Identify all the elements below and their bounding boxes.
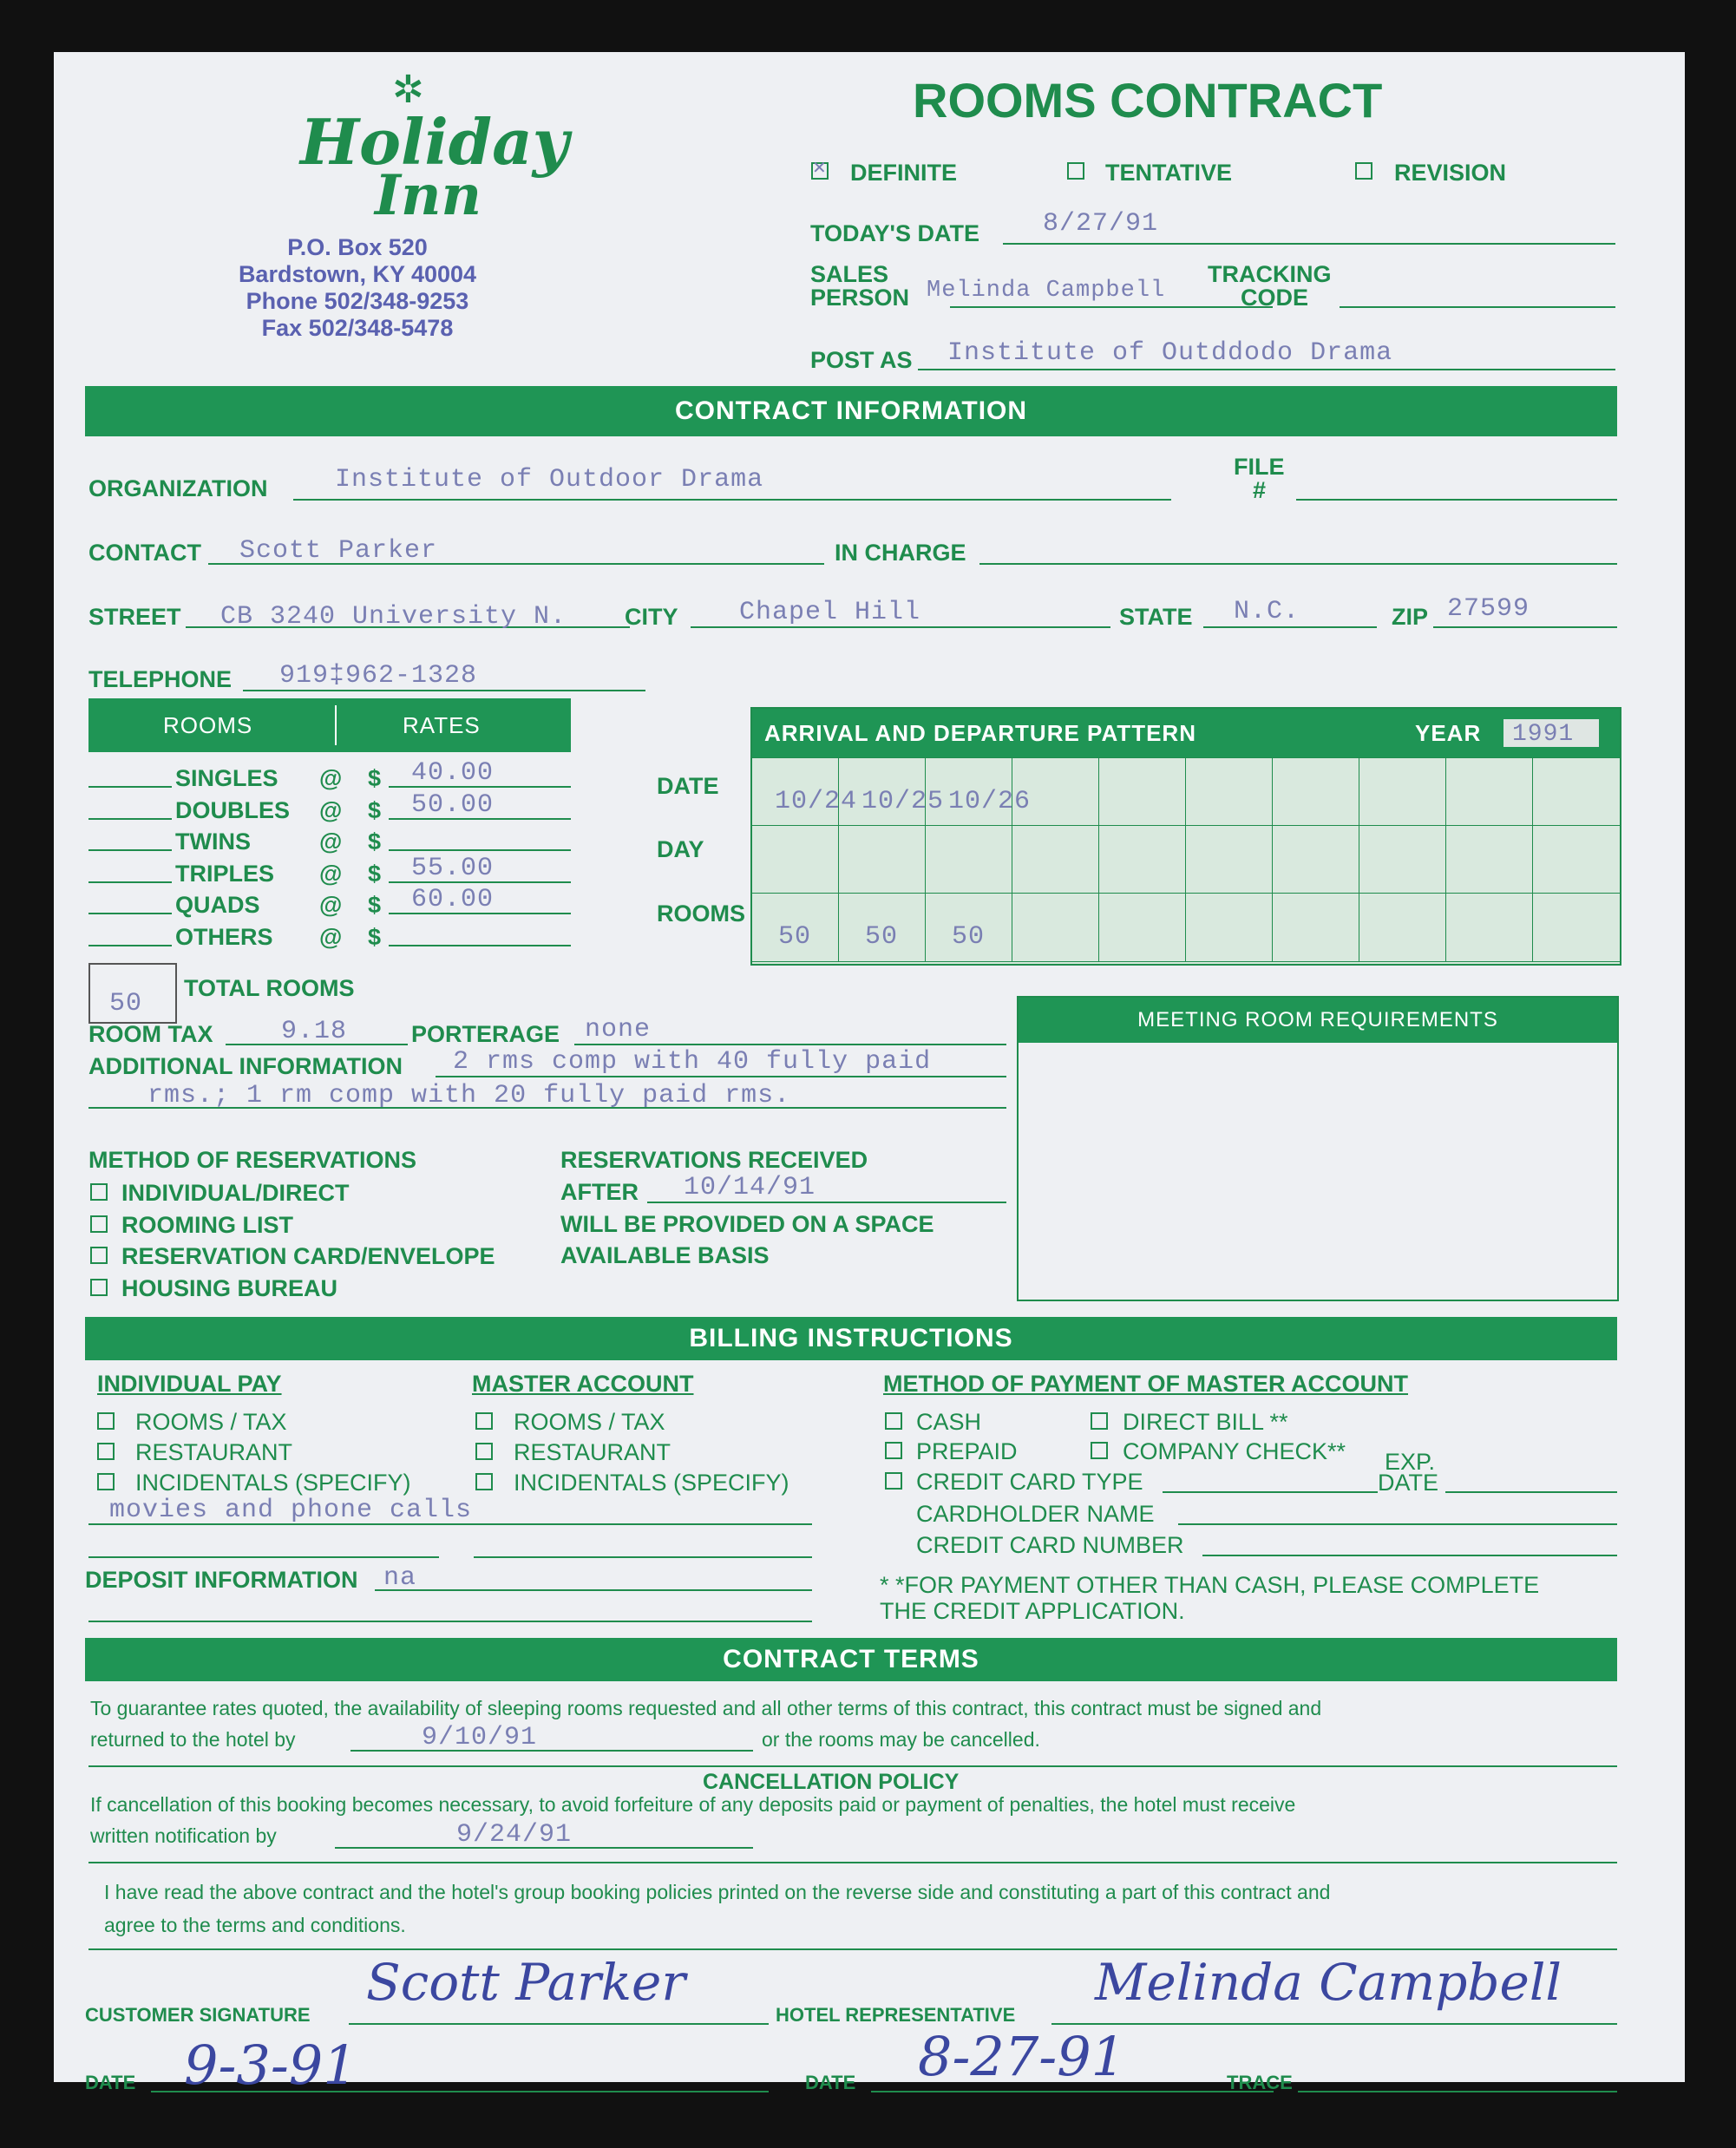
hotel-rep-label: HOTEL REPRESENTATIVE	[776, 2004, 1016, 2026]
rep-date-label: DATE	[805, 2072, 856, 2093]
revision-checkbox[interactable]	[1355, 162, 1372, 180]
pattern-cell[interactable]	[1272, 825, 1360, 894]
definite-label: DEFINITE	[850, 160, 958, 186]
pattern-cell[interactable]	[1532, 893, 1621, 962]
at-sign: @	[319, 765, 343, 791]
guarantee-date-line	[350, 1750, 753, 1752]
pattern-cell[interactable]	[1359, 893, 1447, 962]
logo-line1: Holiday	[300, 105, 569, 179]
pattern-rooms-value[interactable]: 50	[952, 922, 986, 952]
file-label-1: FILE	[1234, 454, 1285, 480]
customer-date-value: 9-3-91	[184, 2033, 357, 2097]
cancel-rule	[88, 1862, 1617, 1863]
address-line1: P.O. Box 520	[287, 234, 428, 260]
specify-line-2b	[474, 1556, 812, 1558]
dollar-sign: $	[368, 892, 382, 918]
pattern-cell[interactable]	[1359, 825, 1447, 894]
post-as-line	[918, 369, 1615, 370]
room-count-line	[88, 945, 172, 946]
pattern-cell[interactable]	[1098, 825, 1187, 894]
file-line	[1296, 499, 1617, 501]
pattern-cell[interactable]	[1532, 825, 1621, 894]
credit-card-checkbox[interactable]	[885, 1472, 902, 1490]
total-rooms-label: TOTAL ROOMS	[184, 975, 355, 1001]
after-label: AFTER	[560, 1179, 639, 1205]
guarantee-post: or the rooms may be cancelled.	[762, 1728, 1040, 1751]
room-type-label: DOUBLES	[175, 796, 291, 823]
at-sign: @	[319, 860, 343, 887]
guarantee-line1: To guarantee rates quoted, the availability of sleeping rooms requested and all other terms of this contract, this contract must be signed and	[90, 1697, 1322, 1719]
reservation-method-label: ROOMING LIST	[121, 1211, 293, 1238]
card-number-line	[1202, 1555, 1617, 1556]
cash-checkbox[interactable]	[885, 1412, 902, 1430]
customer-signature-label: CUSTOMER SIGNATURE	[85, 2004, 311, 2026]
pattern-date-value[interactable]: 10/25	[861, 787, 945, 816]
trace-label: TRACE	[1227, 2072, 1293, 2093]
agree-rule	[88, 1948, 1617, 1950]
reservation-method-checkbox[interactable]	[90, 1215, 108, 1233]
dollar-sign: $	[368, 796, 382, 823]
at-sign: @	[319, 796, 343, 823]
street-label: STREET	[88, 604, 181, 630]
city-label: CITY	[625, 604, 678, 630]
space-available-line2: AVAILABLE BASIS	[560, 1242, 770, 1268]
dollar-sign: $	[368, 860, 382, 887]
pattern-cell[interactable]	[1272, 757, 1360, 827]
cancel-line1: If cancellation of this booking becomes necessary, to avoid forfeiture of any deposits paid or payment of penalties, the hotel must receive	[90, 1793, 1296, 1816]
room-count-line	[88, 786, 172, 788]
todays-date-value[interactable]: 8/27/91	[1043, 209, 1159, 239]
contract-information-bar: CONTRACT INFORMATION	[85, 386, 1617, 436]
reservation-method-label: INDIVIDUAL/DIRECT	[121, 1180, 350, 1206]
prepaid-label: PREPAID	[916, 1438, 1018, 1464]
pattern-cell[interactable]	[1272, 893, 1360, 962]
room-type-label: TRIPLES	[175, 860, 275, 887]
master-account-checkbox[interactable]	[475, 1412, 493, 1430]
check-mark-icon: ✕	[812, 159, 827, 178]
pattern-date-value[interactable]: 10/24	[775, 787, 858, 816]
pattern-cell[interactable]	[1359, 757, 1447, 827]
reservations-received-label: RESERVATIONS RECEIVED	[560, 1147, 868, 1173]
holiday-inn-logo	[236, 61, 569, 234]
individual-pay-checkbox[interactable]	[97, 1443, 115, 1460]
in-charge-line	[979, 563, 1617, 565]
master-account-checkbox[interactable]	[475, 1443, 493, 1460]
tentative-label: TENTATIVE	[1105, 160, 1232, 186]
billing-instructions-bar: BILLING INSTRUCTIONS	[85, 1317, 1617, 1360]
trace-line	[1298, 2091, 1617, 2092]
contact-label: CONTACT	[88, 540, 201, 566]
organization-value[interactable]: Institute of Outdoor Drama	[335, 465, 764, 494]
room-tax-label: ROOM TAX	[88, 1021, 213, 1047]
cash-label: CASH	[916, 1409, 982, 1435]
company-check-label: COMPANY CHECK**	[1123, 1438, 1346, 1464]
at-sign: @	[319, 923, 343, 950]
room-count-line	[88, 913, 172, 914]
room-count-line	[88, 818, 172, 820]
address-line2: Bardstown, KY 40004	[238, 261, 477, 287]
state-label: STATE	[1119, 604, 1193, 630]
rate-line	[389, 849, 571, 851]
rep-date-line	[871, 2091, 1274, 2092]
individual-pay-item: RESTAURANT	[135, 1439, 293, 1465]
logo-line2: Inn	[375, 163, 481, 228]
prepaid-checkbox[interactable]	[885, 1442, 902, 1459]
exp-label: EXP.	[1385, 1449, 1436, 1475]
pattern-cell[interactable]	[1098, 757, 1187, 827]
rates-divider	[335, 705, 337, 745]
at-sign: @	[319, 828, 343, 855]
deposit-line-2	[88, 1621, 812, 1622]
reservation-method-checkbox[interactable]	[90, 1247, 108, 1264]
pattern-title-bar	[752, 709, 1620, 757]
rep-date-value: 8-27-91	[918, 2025, 1126, 2088]
contact-value[interactable]: Scott Parker	[239, 536, 438, 566]
year-label: YEAR	[1415, 719, 1482, 746]
meeting-room-box	[1017, 996, 1619, 1301]
deposit-line	[375, 1589, 812, 1591]
dollar-sign: $	[368, 765, 382, 791]
individual-specify-value[interactable]: movies and phone calls	[109, 1496, 473, 1525]
pattern-cell[interactable]	[751, 825, 840, 894]
master-account-item: INCIDENTALS (SPECIFY)	[514, 1470, 789, 1496]
porterage-label: PORTERAGE	[411, 1021, 560, 1047]
card-number-label: CREDIT CARD NUMBER	[916, 1532, 1184, 1558]
sales-line	[950, 306, 1273, 308]
method-of-reservations-label: METHOD OF RESERVATIONS	[88, 1147, 417, 1173]
space-available-line1: WILL BE PROVIDED ON A SPACE	[560, 1211, 934, 1237]
room-count-line	[88, 849, 172, 851]
direct-bill-checkbox[interactable]	[1091, 1412, 1108, 1430]
room-type-label: SINGLES	[175, 765, 278, 791]
cancel-date-value[interactable]: 9/24/91	[456, 1820, 573, 1850]
pattern-rooms-value[interactable]: 50	[865, 922, 899, 952]
rate-value[interactable]: 60.00	[411, 885, 495, 914]
customer-signature: Scott Parker	[366, 1953, 686, 2012]
rates-header: RATES	[403, 711, 481, 738]
organization-line	[293, 499, 1171, 501]
payment-note-line2: THE CREDIT APPLICATION.	[880, 1598, 1185, 1624]
guarantee-pre: returned to the hotel by	[90, 1728, 296, 1751]
sales-label-1: SALES	[810, 261, 889, 287]
pattern-cell[interactable]	[1185, 825, 1274, 894]
star-burst-icon: ✲	[392, 69, 424, 111]
individual-pay-checkbox[interactable]	[97, 1473, 115, 1490]
additional-info-label: ADDITIONAL INFORMATION	[88, 1053, 403, 1079]
rooms-header: ROOMS	[163, 711, 253, 738]
post-as-value[interactable]: Institute of Outddodo Drama	[947, 338, 1393, 368]
room-type-label: TWINS	[175, 828, 251, 855]
pattern-rooms-value[interactable]: 50	[778, 922, 812, 952]
customer-signature-line	[349, 2023, 769, 2025]
customer-date-label: DATE	[85, 2072, 136, 2093]
cancellation-policy-title: CANCELLATION POLICY	[703, 1770, 960, 1794]
additional-info-line1[interactable]: 2 rms comp with 40 fully paid	[453, 1047, 932, 1077]
organization-label: ORGANIZATION	[88, 475, 268, 501]
master-account-label: MASTER ACCOUNT	[472, 1371, 694, 1397]
tracking-label-2: CODE	[1241, 285, 1309, 311]
todays-date-label: TODAY'S DATE	[810, 220, 979, 246]
guarantee-rule	[88, 1765, 1617, 1767]
dollar-sign: $	[368, 828, 382, 855]
pattern-cell[interactable]	[1532, 757, 1621, 827]
room-tax-value[interactable]: 9.18	[281, 1017, 348, 1046]
specify-line-2a	[88, 1556, 439, 1558]
rooms-rates-bar	[88, 698, 571, 752]
reservation-method-label: RESERVATION CARD/ENVELOPE	[121, 1243, 495, 1269]
cardholder-label: CARDHOLDER NAME	[916, 1501, 1155, 1527]
year-value[interactable]: 1991	[1512, 721, 1575, 748]
city-value[interactable]: Chapel Hill	[739, 598, 921, 627]
sales-person-value[interactable]: Melinda Campbell	[927, 278, 1166, 304]
dollar-sign: $	[368, 923, 382, 950]
pattern-date-label: DATE	[657, 773, 719, 799]
cardholder-line	[1178, 1523, 1617, 1525]
individual-pay-checkbox[interactable]	[97, 1412, 115, 1430]
rate-value[interactable]: 50.00	[411, 789, 495, 820]
tentative-checkbox[interactable]	[1067, 162, 1084, 180]
master-account-checkbox[interactable]	[475, 1473, 493, 1490]
master-account-item: RESTAURANT	[514, 1439, 671, 1465]
todays-date-line	[1003, 243, 1615, 245]
agree-line1: I have read the above contract and the hotel's group booking policies printed on the reverse side and constituting a part of this contract and	[104, 1881, 1331, 1903]
room-type-label: OTHERS	[175, 923, 273, 950]
credit-card-type-label: CREDIT CARD TYPE	[916, 1469, 1143, 1495]
direct-bill-label: DIRECT BILL **	[1123, 1409, 1288, 1435]
reservation-method-label: HOUSING BUREAU	[121, 1274, 338, 1301]
exp-date-label: DATE	[1378, 1470, 1439, 1496]
hotel-address	[227, 234, 488, 342]
pattern-cell[interactable]	[1098, 893, 1187, 962]
street-value[interactable]: CB 3240 University N.	[220, 602, 567, 632]
credit-card-type-line	[1163, 1491, 1378, 1493]
master-account-item: ROOMS / TAX	[514, 1409, 665, 1435]
rate-value[interactable]: 55.00	[411, 853, 495, 883]
pattern-cell[interactable]	[1012, 893, 1100, 962]
fax-line: Fax 502/348-5478	[261, 315, 454, 341]
state-line	[1203, 626, 1377, 628]
room-count-line	[88, 881, 172, 883]
tracking-label-1: TRACKING	[1208, 261, 1332, 287]
zip-label: ZIP	[1392, 604, 1429, 630]
post-as-label: POST AS	[810, 347, 913, 373]
payment-note-line1: * *FOR PAYMENT OTHER THAN CASH, PLEASE COMPLETE	[880, 1572, 1540, 1598]
additional-info-line2[interactable]: rms.; 1 rm comp with 20 fully paid rms.	[147, 1081, 791, 1110]
rate-value[interactable]: 40.00	[411, 758, 495, 788]
phone-line: Phone 502/348-9253	[246, 288, 469, 314]
pattern-cell[interactable]	[1185, 757, 1274, 827]
hotel-rep-line	[1051, 2023, 1617, 2025]
page-title: ROOMS CONTRACT	[913, 73, 1383, 128]
reservation-method-checkbox[interactable]	[90, 1183, 108, 1201]
guarantee-date-value[interactable]: 9/10/91	[422, 1723, 538, 1752]
pattern-cell[interactable]	[1445, 757, 1534, 827]
hotel-rep-signature: Melinda Campbell	[1095, 1953, 1562, 2012]
contract-page	[54, 52, 1685, 2097]
pattern-cell[interactable]	[1445, 893, 1534, 962]
contract-terms-bar: CONTRACT TERMS	[85, 1638, 1617, 1681]
pattern-cell[interactable]	[1012, 825, 1100, 894]
individual-pay-item: INCIDENTALS (SPECIFY)	[135, 1470, 411, 1496]
room-type-label: QUADS	[175, 892, 260, 918]
deposit-value[interactable]: na	[383, 1563, 417, 1593]
pattern-date-value[interactable]: 10/26	[948, 787, 1032, 816]
pattern-cell[interactable]	[838, 825, 927, 894]
cancel-pre: written notification by	[90, 1824, 277, 1847]
after-value[interactable]: 10/14/91	[684, 1173, 816, 1202]
revision-label: REVISION	[1394, 160, 1507, 186]
method-of-payment-label: METHOD OF PAYMENT OF MASTER ACCOUNT	[883, 1371, 1408, 1397]
state-value[interactable]: N.C.	[1234, 597, 1300, 626]
individual-pay-item: ROOMS / TAX	[135, 1409, 287, 1435]
pattern-cell[interactable]	[1185, 893, 1274, 962]
telephone-label: TELEPHONE	[88, 666, 233, 692]
file-label-2: #	[1253, 477, 1267, 503]
exp-date-line	[1445, 1491, 1617, 1493]
total-rooms-value[interactable]: 50	[109, 989, 143, 1018]
pattern-day-label: DAY	[657, 836, 704, 862]
reservation-method-checkbox[interactable]	[90, 1279, 108, 1296]
arrival-departure-grid	[750, 707, 1621, 966]
pattern-cell[interactable]	[1445, 825, 1534, 894]
pattern-rooms-label: ROOMS	[657, 900, 746, 927]
tracking-line	[1340, 306, 1615, 308]
company-check-checkbox[interactable]	[1091, 1442, 1108, 1459]
porterage-value[interactable]: none	[585, 1015, 652, 1045]
individual-pay-label: INDIVIDUAL PAY	[97, 1371, 282, 1397]
zip-line	[1433, 626, 1617, 628]
rate-line	[389, 945, 571, 946]
agree-line2: agree to the terms and conditions.	[104, 1914, 406, 1936]
pattern-cell[interactable]	[925, 825, 1013, 894]
zip-value[interactable]: 27599	[1447, 594, 1530, 624]
at-sign: @	[319, 892, 343, 918]
pattern-title: ARRIVAL AND DEPARTURE PATTERN	[764, 719, 1196, 746]
deposit-info-label: DEPOSIT INFORMATION	[85, 1567, 358, 1593]
meeting-room-title: MEETING ROOM REQUIREMENTS	[1019, 998, 1617, 1043]
in-charge-label: IN CHARGE	[835, 540, 966, 566]
sales-label-2: PERSON	[810, 285, 910, 311]
telephone-value[interactable]: 919‡962-1328	[279, 661, 478, 691]
